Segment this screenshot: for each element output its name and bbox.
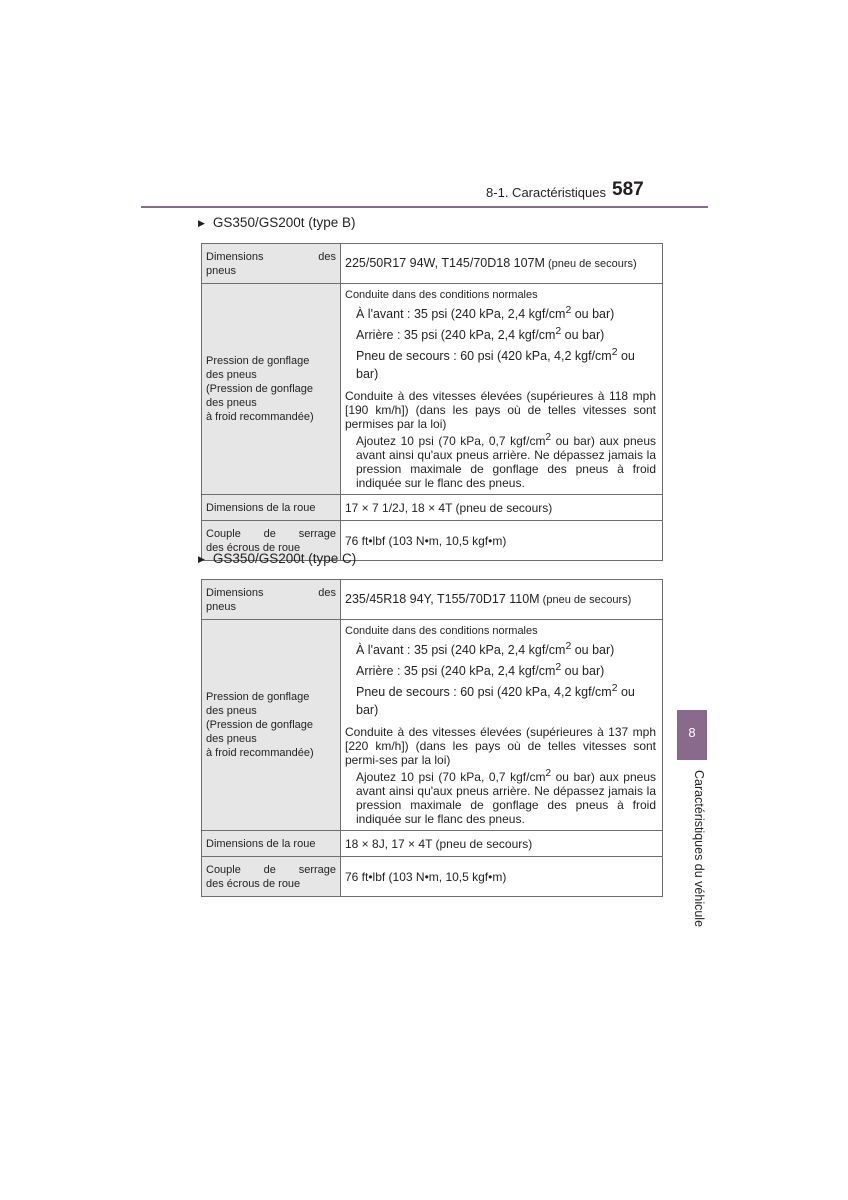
spec-table-type-c (201, 579, 663, 897)
table-row (202, 831, 663, 857)
bullet-arrow-icon: ▶ (198, 554, 205, 564)
value-tire-size: 225/50R17 94W, T145/70D18 107M (pneu de secours) (341, 244, 663, 284)
label-lug-nut-torque: Couple de serrage des écrous de roue (202, 857, 341, 897)
table-row (202, 284, 663, 495)
table-row (202, 244, 663, 284)
page-number: 587 (612, 179, 644, 200)
value-wheel-size: 18 × 8J, 17 × 4T (pneu de secours) (341, 831, 663, 857)
label-tire-pressure: Pression de gonflage des pneus (Pression de gonflage des pneus à froid recommandée) (202, 284, 341, 495)
label-tire-size: Dimensions des pneus (202, 580, 341, 620)
label-tire-size: Dimensions des pneus (202, 244, 341, 284)
section-heading-type-b: ▶ GS350/GS200t (type B) (198, 215, 356, 230)
section-heading-type-c: ▶ GS350/GS200t (type C) (198, 551, 357, 566)
section-title: 8-1. Caractéristiques (486, 185, 606, 200)
value-tire-size: 235/45R18 94Y, T155/70D17 110M (pneu de secours) (341, 580, 663, 620)
label-tire-pressure: Pression de gonflage des pneus (Pression de gonflage des pneus à froid recommandée) (202, 620, 341, 831)
value-lug-nut-torque: 76 ft•lbf (103 N•m, 10,5 kgf•m) (341, 521, 663, 561)
label-lug-nut-torque: Couple de serrage des écrous de roue (202, 521, 341, 561)
value-lug-nut-torque: 76 ft•lbf (103 N•m, 10,5 kgf•m) (341, 857, 663, 897)
value-wheel-size: 17 × 7 1/2J, 18 × 4T (pneu de secours) (341, 495, 663, 521)
chapter-tab-label: Caractéristiques du véhicule (692, 770, 706, 928)
header-divider (141, 206, 708, 208)
value-tire-pressure: Conduite dans des conditions normales À l'avant : 35 psi (240 kPa, 2,4 kgf/$cm^2$ ou bar) Arrière : 35 psi (240 kPa, 2,4 kgf/$cm^2$ ou bar) Pneu de secours : 60 psi (420 kPa, 4,2 kgf/$cm^2$ ou bar) Conduite à des vitesses élevées (supérieures à 137 mph [220 km/h]) (dans les pays où de telles vitesses sont permi-ses par la loi) Ajoutez 10 psi (70 kPa, 0,7 kgf/$cm^2$ ou bar) aux pneus avant ainsi qu'aux pneus arrière. Ne dépassez jamais la pression maximale de gonflage des pneus à froid indiquée sur le flanc des pneus. (341, 620, 663, 831)
table-row (202, 495, 663, 521)
chapter-tab: 8 (677, 710, 707, 760)
bullet-arrow-icon: ▶ (198, 218, 205, 228)
label-wheel-size: Dimensions de la roue (202, 831, 341, 857)
table-row (202, 620, 663, 831)
table-row (202, 857, 663, 897)
spec-table-type-b (201, 243, 663, 561)
value-tire-pressure: Conduite dans des conditions normales À l'avant : 35 psi (240 kPa, 2,4 kgf/$cm^2$ ou bar) Arrière : 35 psi (240 kPa, 2,4 kgf/$cm^2$ ou bar) Pneu de secours : 60 psi (420 kPa, 4,2 kgf/$cm^2$ ou bar) Conduite à des vitesses élevées (supérieures à 118 mph [190 km/h]) (dans les pays où de telles vitesses sont permises par la loi) Ajoutez 10 psi (70 kPa, 0,7 kgf/$cm^2$ ou bar) aux pneus avant ainsi qu'aux pneus arrière. Ne dépassez jamais la pression maximale de gonflage des pneus à froid indiquée sur le flanc des pneus. (341, 284, 663, 495)
table-row (202, 580, 663, 620)
label-wheel-size: Dimensions de la roue (202, 495, 341, 521)
